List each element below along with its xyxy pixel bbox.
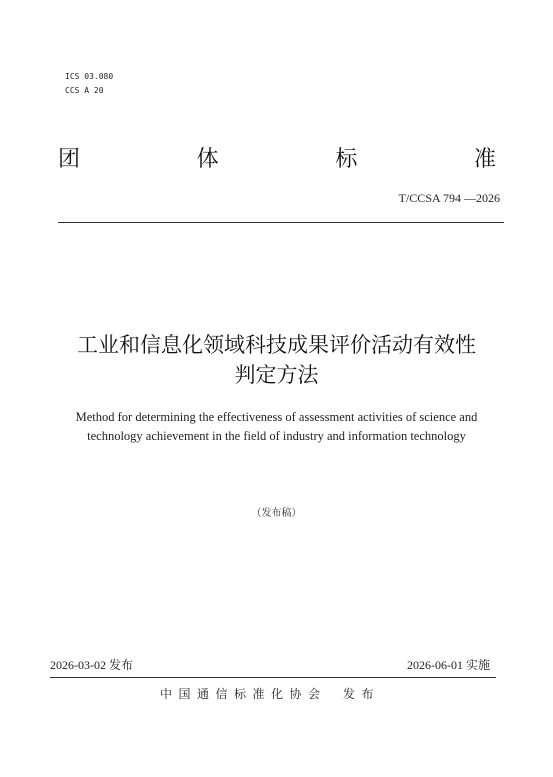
implementation-date-label: 实施 — [465, 658, 490, 672]
chinese-title — [30, 330, 523, 390]
english-title-line-1: Method for determining the effectiveness of assessment activities of science and — [75, 410, 478, 424]
standard-number: T/CCSA 794 —2026 — [398, 191, 500, 205]
english-title — [40, 408, 513, 446]
ics-code: ICS 03.080 — [65, 72, 114, 81]
standard-type-char-4: 准 — [473, 147, 496, 172]
implementation-date — [407, 656, 490, 673]
standard-type-char-1: 团 — [58, 147, 81, 172]
chinese-title-line-1: 工业和信息化领域科技成果评价活动有效性 — [77, 333, 476, 357]
standard-type-heading — [58, 145, 496, 175]
ccs-code: CCS A 20 — [65, 86, 104, 95]
publisher-suffix: 发布 — [342, 687, 380, 701]
chinese-title-line-2: 判定方法 — [234, 363, 319, 387]
bottom-divider — [50, 677, 496, 678]
english-title-line-2: technology achievement in the field of industry and information technology — [87, 429, 466, 443]
issue-date-value: 2026-03-02 — [50, 658, 106, 672]
draft-status-label: （发布稿） — [251, 508, 302, 519]
standard-type-char-2: 体 — [196, 147, 219, 172]
implementation-date-value: 2026-06-01 — [406, 658, 463, 672]
publisher-line — [160, 685, 380, 702]
issue-date — [50, 656, 133, 673]
issue-date-label: 发布 — [109, 658, 134, 672]
top-divider — [58, 222, 504, 223]
publisher-name: 中国通信标准化协会 — [160, 687, 327, 701]
classification-codes — [65, 70, 113, 98]
standard-type-char-3: 标 — [335, 147, 358, 172]
